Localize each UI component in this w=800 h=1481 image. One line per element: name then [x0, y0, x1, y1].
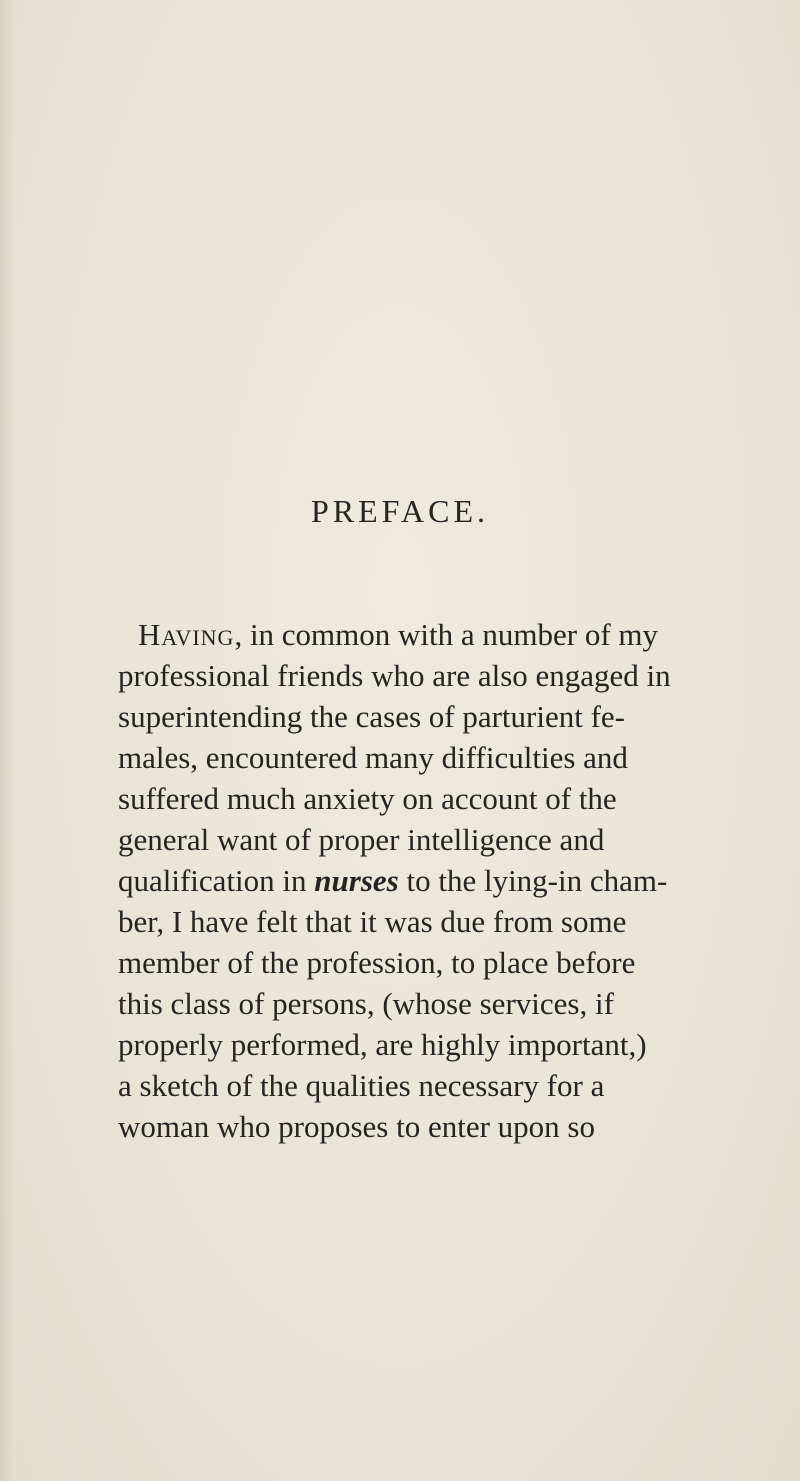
text-line: a sketch of the qualities necessary for a	[118, 1068, 605, 1103]
text-line: males, encountered many difficulties and	[118, 740, 628, 775]
text-line: properly performed, are highly important,)	[118, 1027, 647, 1062]
text-line: member of the profession, to place before	[118, 945, 636, 980]
text-line: Having, in common with a number of my	[138, 617, 659, 652]
text-line: superintending the cases of parturient fe-	[118, 699, 626, 734]
text-line: woman who proposes to enter upon so	[118, 1109, 595, 1144]
text-line: professional friends who are also engaged in	[118, 658, 671, 693]
text-line: ber, I have felt that it was due from some	[118, 904, 627, 939]
preface-heading: PREFACE.	[310, 493, 490, 529]
text-line: qualification in nurses to the lying-in cham-	[118, 863, 668, 898]
opening-word: Having	[138, 617, 235, 652]
text-line: this class of persons, (whose services, if	[118, 986, 614, 1021]
text-line: suffered much anxiety on account of the	[118, 781, 617, 816]
emphasized-word: nurses	[314, 863, 399, 898]
text-line: general want of proper intelligence and	[118, 822, 605, 857]
page-gutter-shadow	[0, 0, 14, 1481]
